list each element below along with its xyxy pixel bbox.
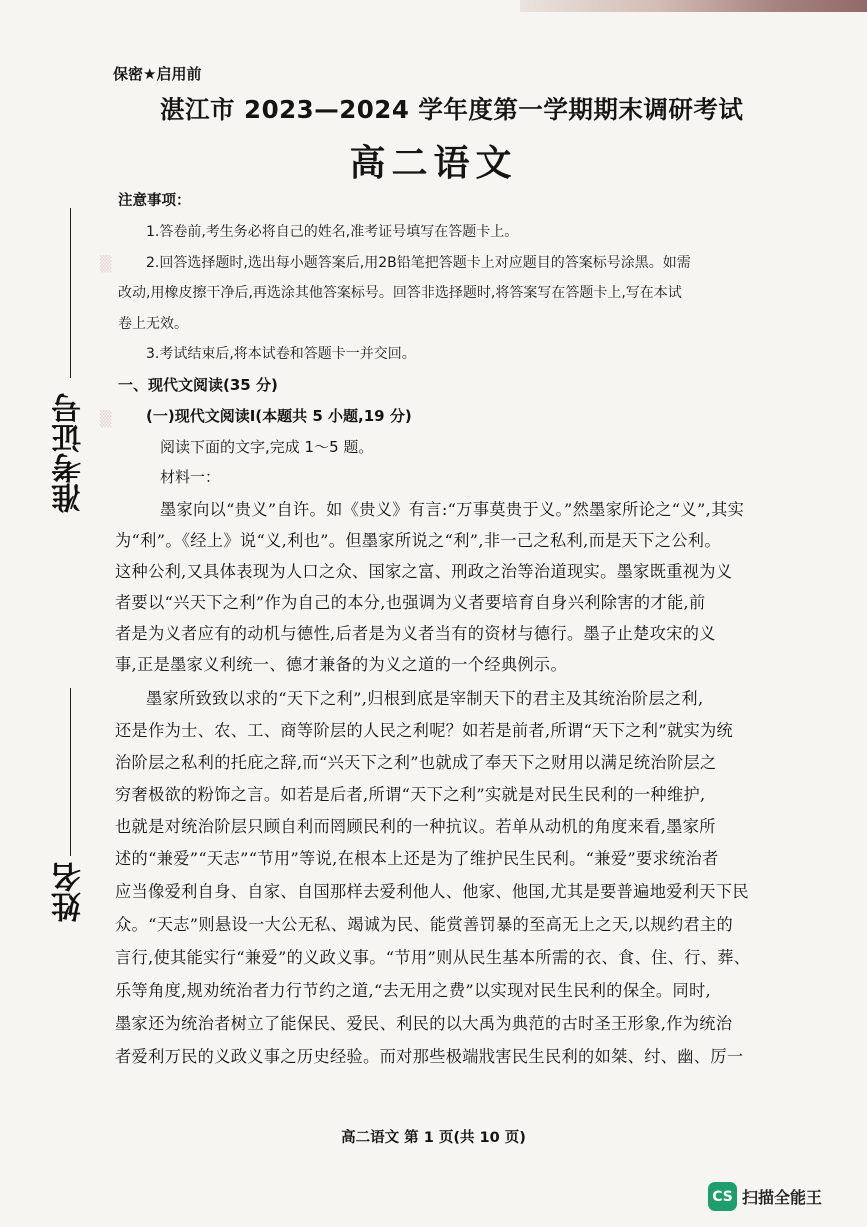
exam-id-label: 准考证号 xyxy=(52,393,87,513)
passage-line: 应当像爱利自身、自家、自国那样去爱利他人、他家、他国,尤其是要普遍地爱利天下民 xyxy=(115,882,749,901)
passage-line: 乐等角度,规劝统治者力行节约之道,“去无用之费”以实现对民生民利的保全。同时, xyxy=(115,981,712,1000)
passage-line: 治阶层之私利的托庇之辞,而“兴天下之利”也就成了奉天下之财用以满足统治阶层之 xyxy=(115,753,717,772)
passage-line: 者要以“兴天下之利”作为自己的本分,也强调为义者要培育自身兴利除害的才能,前 xyxy=(115,593,706,612)
notice-line: 3.考试结束后,将本试卷和答题卡一并交回。 xyxy=(146,346,416,362)
passage-line: 墨家还为统治者树立了能保民、爱民、利民的以大禹为典范的古时圣王形象,作为统治 xyxy=(115,1014,733,1033)
scanner-watermark xyxy=(708,1182,822,1211)
passage-line: 也就是对统治阶层只顾自利而罔顾民利的一种抗议。若单从动机的角度来看,墨家所 xyxy=(115,817,716,836)
passage-line: 事,正是墨家义利统一、德才兼备的为义之道的一个经典例示。 xyxy=(115,655,568,674)
bleed-through-mark: ▒ xyxy=(100,410,112,428)
scanner-app-name: 扫描全能王 xyxy=(742,1188,823,1207)
passage-line: 墨家所致致以求的“天下之利”,归根到底是宰制天下的君主及其统治阶层之利, xyxy=(146,689,704,708)
passage-line: 为“利”。《经上》说“义,利也”。但墨家所说之“利”,非一己之私利,而是天下之公利。 xyxy=(115,531,721,550)
confidential-stamp: 保密★启用前 xyxy=(113,65,202,83)
passage-line: 众。“天志”则悬设一大公无私、竭诚为民、能赏善罚暴的至高无上之天,以规约君主的 xyxy=(115,915,734,934)
name-fill-line xyxy=(70,688,71,856)
bleed-through-mark: ▒ xyxy=(100,255,112,273)
passage-line: 穷奢极欲的粉饰之言。如若是后者,所谓“天下之利”实就是对民生民利的一种维护, xyxy=(115,785,706,804)
exam-title: 湛江市 2023—2024 学年度第一学期期末调研考试 xyxy=(160,95,744,124)
name-label: 姓名 xyxy=(52,862,87,922)
section-heading: 一、现代文阅读(35 分) xyxy=(118,376,278,394)
notice-line: 改动,用橡皮擦干净后,再选涂其他答案标号。回答非选择题时,将答案写在答题卡上,写在本试 xyxy=(118,285,682,301)
passage-line: 者爱利万民的义政义事之历史经验。而对那些极端戕害民生民利的如桀、纣、幽、厉一 xyxy=(115,1047,744,1066)
passage-line: 还是作为士、农、工、商等阶层的人民之利呢？如若是前者,所谓“天下之利”就实为统 xyxy=(115,721,734,740)
notice-line: 2.回答选择题时,选出每小题答案后,用2B铅笔把答题卡上对应题目的答案标号涂黑。如需 xyxy=(146,255,691,271)
passage-line: 述的“兼爱”“天志”“节用”等说,在根本上还是为了维护民生民利。“兼爱”要求统治者 xyxy=(115,849,719,868)
passage-line: 这种公利,又具体表现为人口之众、国家之富、刑政之治等治道现实。墨家既重视为义 xyxy=(115,562,733,581)
notice-line: 卷上无效。 xyxy=(118,316,188,332)
page-footer: 高二语文 第 1 页(共 10 页) xyxy=(341,1130,526,1146)
notice-heading: 注意事项： xyxy=(118,193,191,209)
material-label: 材料一： xyxy=(160,468,221,486)
exam-id-fill-line xyxy=(70,208,71,378)
subject-title: 高二语文 xyxy=(349,143,518,184)
passage-line: 者是为义者应有的动机与德性,后者是为义者当有的资材与德行。墨子止楚攻宋的义 xyxy=(115,624,716,643)
passage-line: 墨家向以“贵义”自许。如《贵义》有言:“万事莫贵于义。”然墨家所论之“义”,其实 xyxy=(160,500,745,519)
notice-line: 1.答卷前,考生务必将自己的姓名,准考证号填写在答题卡上。 xyxy=(146,224,519,240)
camscanner-logo-icon: CS xyxy=(708,1182,737,1211)
scan-edge-strip xyxy=(520,0,867,12)
reading-instruction: 阅读下面的文字,完成 1～5 题。 xyxy=(160,438,374,456)
sub-section-heading: (一)现代文阅读Ⅰ(本题共 5 小题,19 分) xyxy=(146,407,412,425)
passage-line: 言行,使其能实行“兼爱”的义政义事。“节用”则从民生基本所需的衣、食、住、行、葬、 xyxy=(115,948,751,967)
